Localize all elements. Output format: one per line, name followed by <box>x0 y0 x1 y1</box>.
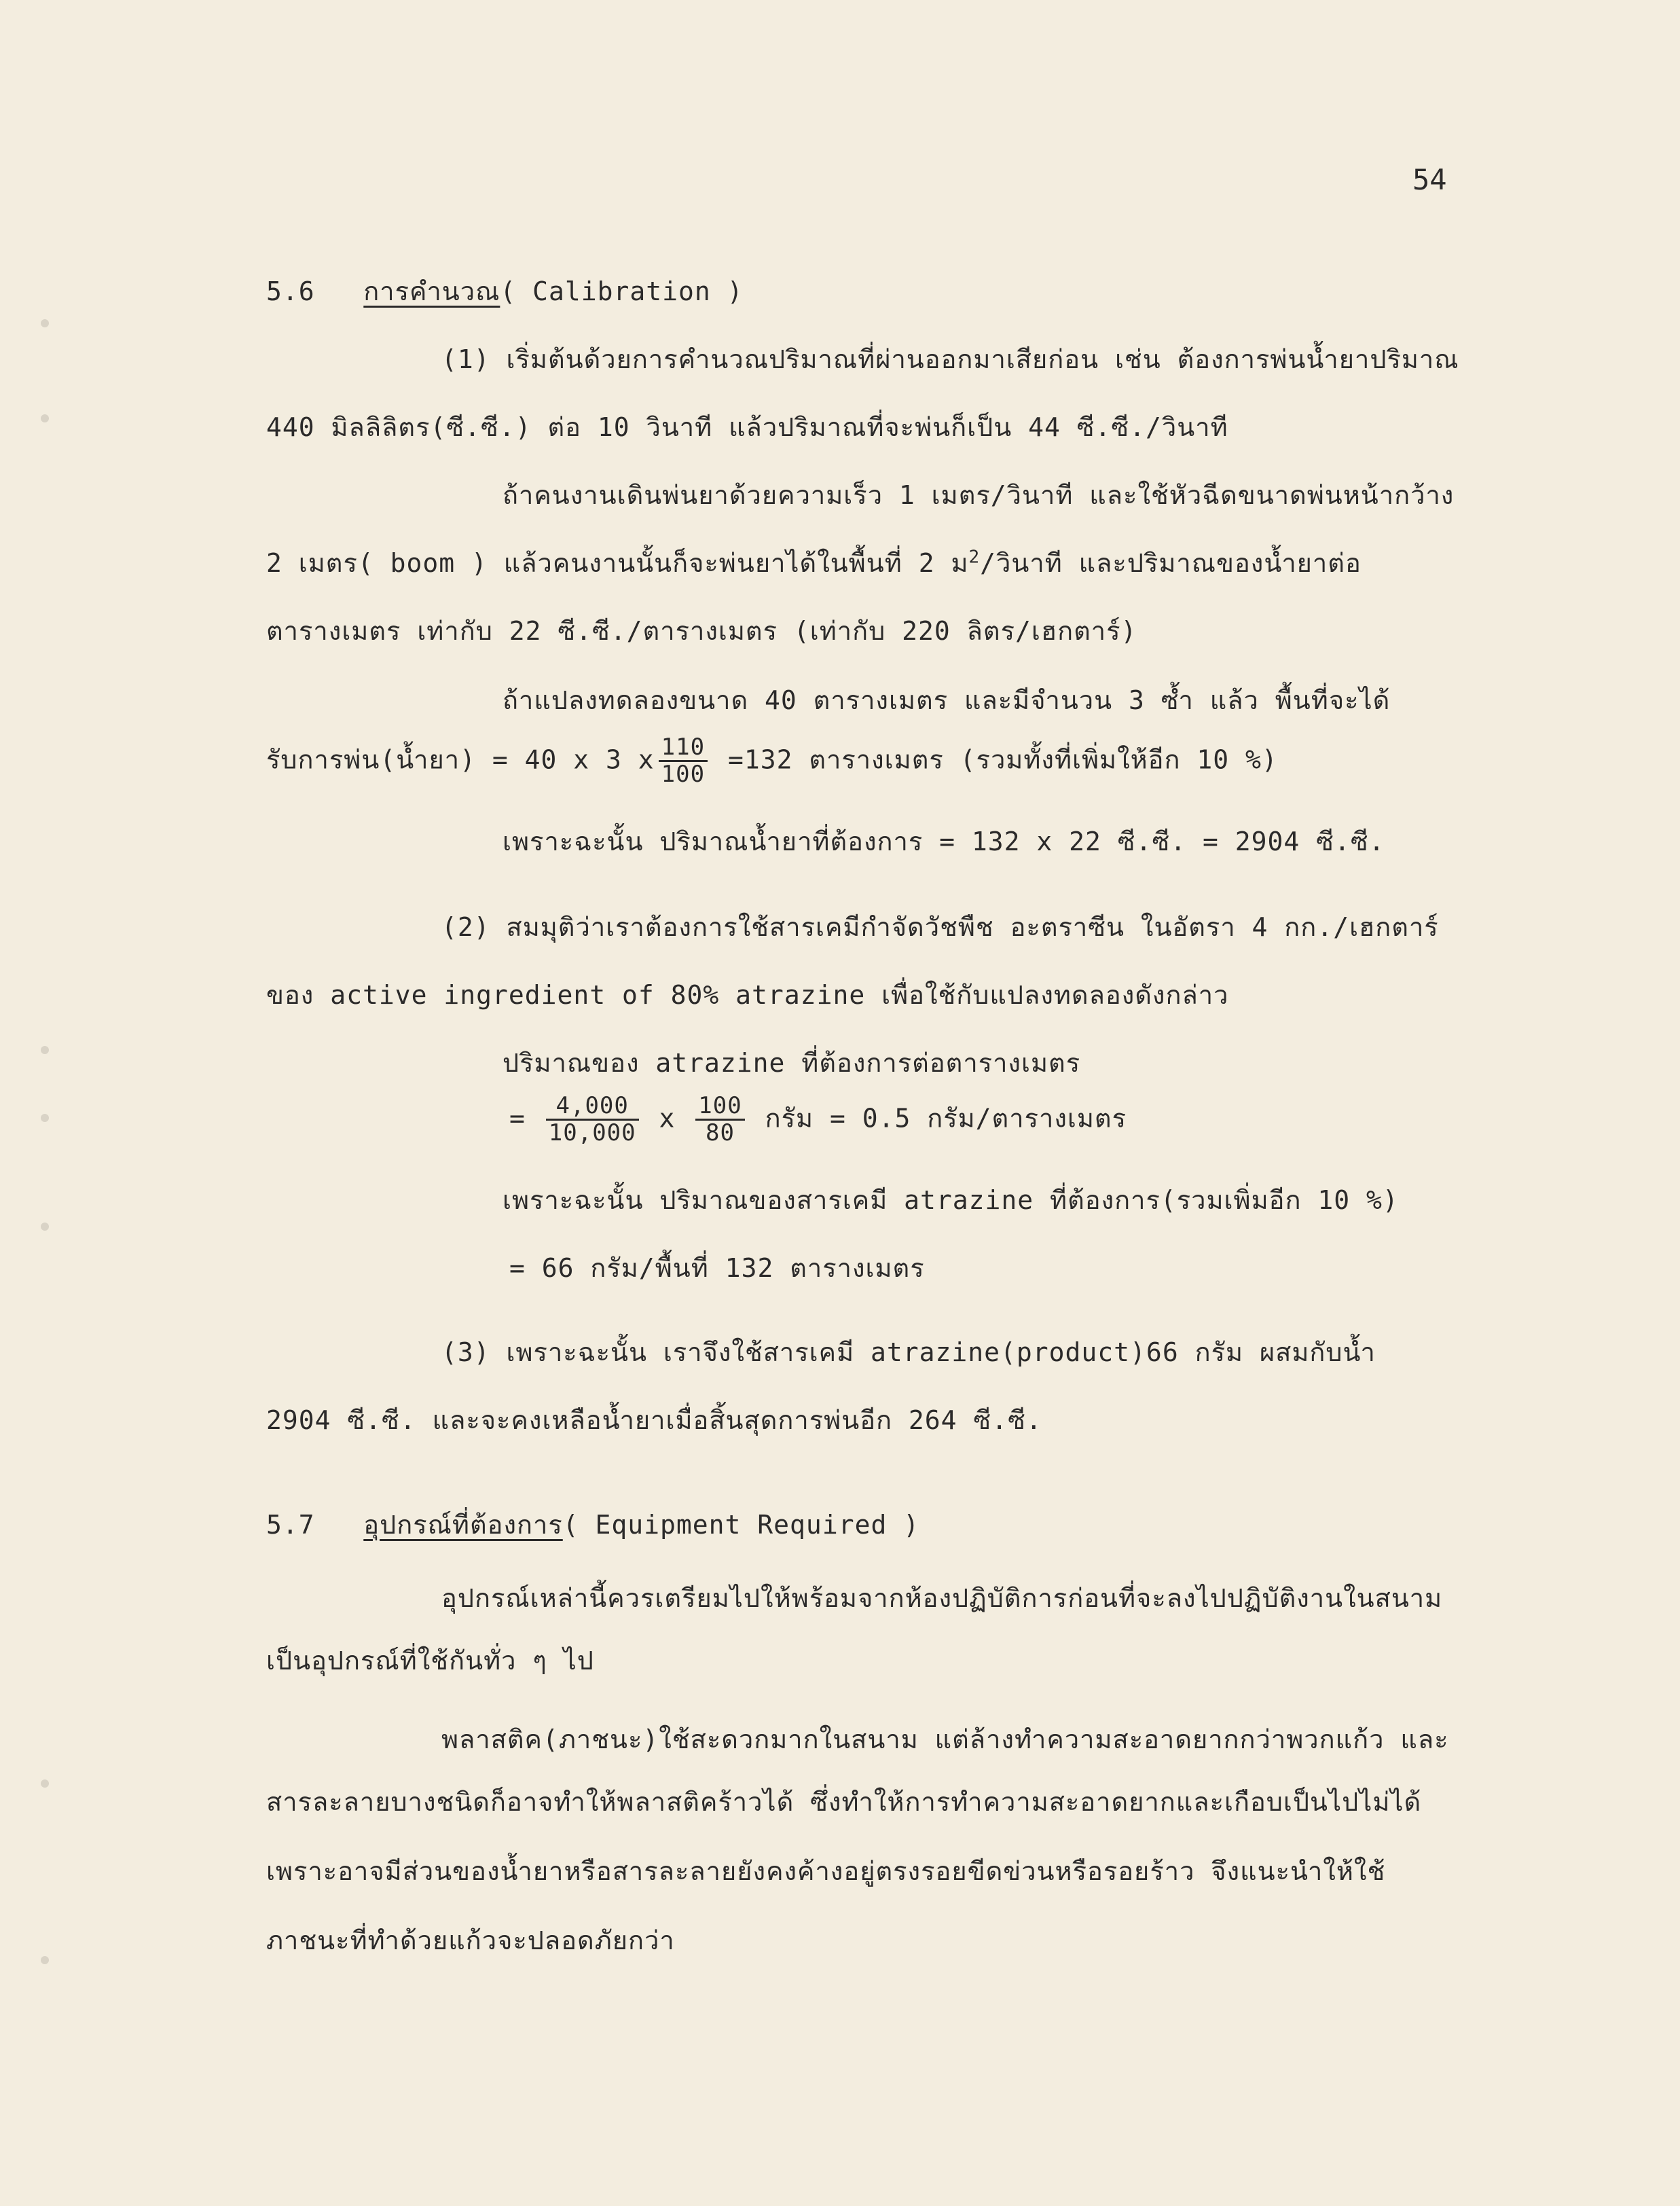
section-title: การคำนวณ <box>363 276 500 306</box>
fraction <box>546 1093 639 1146</box>
section-title-en: ( Calibration ) <box>500 276 744 306</box>
section-number: 5.7 <box>266 1510 315 1540</box>
text-segment: รับการพ่น(น้ำยา) = 40 x 3 x <box>266 744 655 775</box>
text-line: เป็นอุปกรณ์ที่ใช้กันทั่ว ๆ ไป <box>266 1646 594 1676</box>
fraction-numerator: 110 <box>659 735 708 762</box>
fraction-denominator: 80 <box>706 1119 735 1147</box>
text-line: ของ active ingredient of 80% atrazine เพื่อใช้กับแปลงทดลองดังกล่าว <box>266 980 1229 1010</box>
text-line: เพราะฉะนั้น ปริมาณน้ำยาที่ต้องการ = 132 x 22 ซี.ซี. = 2904 ซี.ซี. <box>503 827 1385 856</box>
text-segment: 2 เมตร( boom ) แล้วคนงานนั้นก็จะพ่นยาได้ในพื้นที่ 2 ม <box>266 548 969 578</box>
text-line: = 66 กรัม/พื้นที่ 132 ตารางเมตร <box>509 1253 925 1283</box>
text-segment: x <box>659 1103 676 1134</box>
text-line: ถ้าแปลงทดลองขนาด 40 ตารางเมตร และมีจำนวน 3 ซ้ำ แล้ว พื้นที่จะได้ <box>503 685 1391 715</box>
punch-hole <box>41 414 49 422</box>
text-line: พลาสติค(ภาชนะ)ใช้สะดวกมากในสนาม แต่ล้างทำความสะอาดยากกว่าพวกแก้ว และ <box>441 1724 1449 1754</box>
punch-hole <box>41 319 49 327</box>
section-title: อุปกรณ์ที่ต้องการ <box>363 1510 563 1540</box>
text-line: เพราะฉะนั้น ปริมาณของสารเคมี atrazine ที่ต้องการ(รวมเพิ่มอีก 10 %) <box>503 1185 1399 1215</box>
text-line: ถ้าคนงานเดินพ่นยาด้วยความเร็ว 1 เมตร/วินาที และใช้หัวฉีดขนาดพ่นหน้ากว้าง <box>503 480 1455 510</box>
punch-hole <box>41 1046 49 1054</box>
punch-hole <box>41 1956 49 1964</box>
text-line: เพราะอาจมีส่วนของน้ำยาหรือสารละลายยังคงค้างอยู่ตรงรอยขีดข่วนหรือรอยร้าว จึงแนะนำให้ใช้ <box>266 1856 1386 1886</box>
page-number: 54 <box>1412 163 1447 196</box>
section-heading-5-6 <box>266 270 744 312</box>
section-title-en: ( Equipment Required ) <box>562 1510 920 1540</box>
text-line: ตารางเมตร เท่ากับ 22 ซี.ซี./ตารางเมตร (เท่ากับ 220 ลิตร/เฮกตาร์) <box>266 616 1137 646</box>
punch-hole <box>41 1779 49 1788</box>
fraction <box>659 735 708 788</box>
text-line: สารละลายบางชนิดก็อาจทำให้พลาสติคร้าวได้ ซึ่งทำให้การทำความสะอาดยากและเกือบเป็นไปไม่ได้ <box>266 1787 1422 1817</box>
text-segment: /วินาที และปริมาณของน้ำยาต่อ <box>980 548 1362 578</box>
text-line: 2904 ซี.ซี. และจะคงเหลือน้ำยาเมื่อสิ้นสุดการพ่นอีก 264 ซี.ซี. <box>266 1405 1042 1435</box>
punch-hole <box>41 1223 49 1231</box>
text-line: (3) เพราะฉะนั้น เราจึงใช้สารเคมี atrazine(product)66 กรัม ผสมกับน้ำ <box>441 1337 1376 1367</box>
text-line: อุปกรณ์เหล่านี้ควรเตรียมไปให้พร้อมจากห้องปฏิบัติการก่อนที่จะลงไปปฏิบัติงานในสนาม <box>441 1583 1443 1613</box>
fraction-denominator: 100 <box>661 761 706 789</box>
text-line: 440 มิลลิลิตร(ซี.ซี.) ต่อ 10 วินาที แล้วปริมาณที่จะพ่นก็เป็น 44 ซี.ซี./วินาที <box>266 412 1228 442</box>
fraction <box>695 1093 744 1146</box>
fraction-numerator: 100 <box>695 1093 744 1121</box>
fraction-numerator: 4,000 <box>546 1093 639 1121</box>
superscript: 2 <box>968 547 981 568</box>
text-line: (1) เริ่มต้นด้วยการคำนวณปริมาณที่ผ่านออกมาเสียก่อน เช่น ต้องการพ่นน้ำยาปริมาณ <box>441 344 1459 374</box>
text-segment: = <box>509 1103 526 1134</box>
section-heading-5-7 <box>266 1504 919 1545</box>
section-number: 5.6 <box>266 276 315 306</box>
text-line: ปริมาณของ atrazine ที่ต้องการต่อตารางเมตร <box>503 1048 1081 1078</box>
text-line: ภาชนะที่ทำด้วยแก้วจะปลอดภัยกว่า <box>266 1925 675 1955</box>
text-line: (2) สมมุติว่าเราต้องการใช้สารเคมีกำจัดวัชพืช อะตราซีน ในอัตรา 4 กก./เฮกตาร์ <box>441 912 1439 942</box>
fraction-denominator: 10,000 <box>548 1119 636 1147</box>
text-line <box>509 1093 1127 1146</box>
text-segment: =132 ตารางเมตร (รวมทั้งที่เพิ่มให้อีก 10 %) <box>712 744 1278 775</box>
text-line <box>266 735 1278 788</box>
text-segment: กรัม = 0.5 กรัม/ตารางเมตร <box>765 1103 1127 1134</box>
punch-hole <box>41 1114 49 1122</box>
text-line <box>266 542 1362 583</box>
